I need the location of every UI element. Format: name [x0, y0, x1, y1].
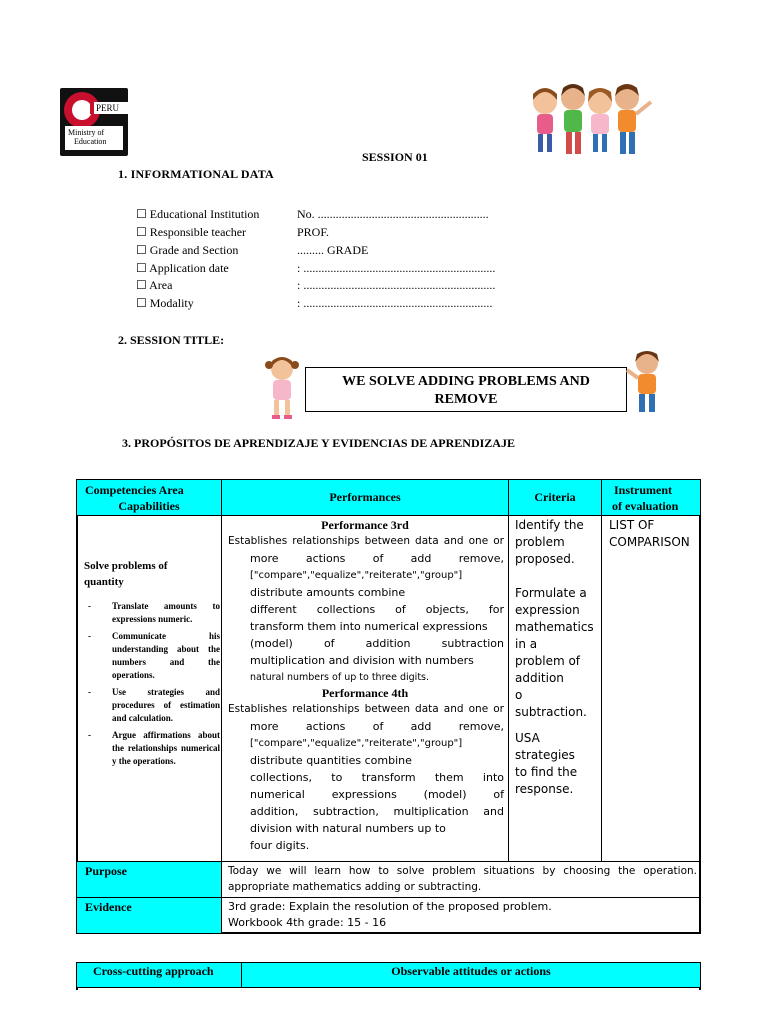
- instrument-line1: LIST OF: [609, 518, 655, 532]
- info-value-institution: No. .........................................................: [297, 207, 489, 221]
- purpose-label: Purpose: [76, 861, 222, 898]
- performance-4th-title: Performance 4th: [321, 686, 409, 700]
- info-label-teacher: ☐ Responsible teacher: [136, 225, 247, 239]
- section2-heading: 2. SESSION TITLE:: [118, 333, 225, 347]
- section1-heading: 1. INFORMATIONAL DATA: [118, 167, 274, 181]
- ministry-logo: [60, 88, 128, 156]
- girl-illustration: [262, 353, 302, 421]
- logo-country-text: PERU: [94, 102, 128, 114]
- info-value-date: : ................................................................: [297, 261, 496, 275]
- info-label-date: ☐ Application date: [136, 261, 229, 275]
- capability-item: - Communicate his understanding about the numbers and the operations.: [84, 630, 220, 682]
- capability-item: - Use strategies and procedures of estimation and calculation.: [84, 686, 220, 725]
- capability-item: - Argue affirmations about the relationships numerical y the operations.: [84, 729, 220, 768]
- criteria-cell: Identify the problem proposed. Formulate a expression mathematics in a problem of addition o subtraction. USA strategies to find the response.: [508, 515, 602, 862]
- session-title-line1: WE SOLVE ADDING PROBLEMS AND: [342, 374, 590, 389]
- info-label-grade: ☐ Grade and Section: [136, 243, 239, 257]
- info-label-modality: ☐ Modality: [136, 296, 194, 310]
- header-criteria: Criteria: [508, 479, 602, 516]
- capability-item: - Translate amounts to expressions numeric.: [84, 600, 220, 626]
- header-observable-attitudes: Observable attitudes or actions: [241, 962, 701, 988]
- info-value-grade: ......... GRADE: [297, 243, 369, 257]
- section3-heading: 3. PROPÓSITOS DE APRENDIZAJE Y EVIDENCIAS DE APRENDIZAJE: [122, 436, 515, 450]
- instrument-cell: [601, 515, 701, 862]
- competency-title: Solve problems of quantity: [84, 560, 168, 588]
- performance-3rd-text: Establishes relationships between data and one or more actions of add remove, ["compare","equalize","reiterate","group"] distribute amounts combine different collections of objects, for transform them into numerical expressions (model) of addition subtraction multiplication and division with numbers natural numbers of up to three digits.: [228, 535, 504, 683]
- header-cross-cutting: Cross-cutting approach: [76, 962, 242, 988]
- header-performances: Performances: [221, 479, 509, 516]
- performances-cell: [221, 515, 509, 862]
- boy-illustration: [625, 348, 669, 418]
- info-value-area: : ................................................................: [297, 278, 496, 292]
- info-label-area: ☐ Area: [136, 278, 173, 292]
- performance-3rd-title: Performance 3rd: [321, 518, 409, 532]
- purpose-text: Today we will learn how to solve problem situations by choosing the operation. appropriate mathematics adding or subtracting.: [221, 861, 701, 898]
- session-label: SESSION 01: [362, 150, 428, 164]
- competency-cell: [76, 515, 222, 862]
- evidence-label: Evidence: [76, 897, 222, 934]
- info-value-teacher: PROF.: [297, 225, 330, 239]
- children-group-illustration: [525, 80, 657, 160]
- session-title-box: [305, 367, 627, 412]
- session-title-line2: REMOVE: [434, 392, 498, 407]
- instrument-line2: COMPARISON: [609, 535, 690, 549]
- performance-4th-text: Establishes relationships between data and one or more actions of add remove, ["compare","equalize","reiterate","group"] distribute quantities combine collections, to transform them into numerical expressions (model) of addition, subtraction, multiplication and division with natural numbers up to four digits.: [228, 703, 504, 852]
- header-competencies: Competencies Area Capabilities: [76, 479, 222, 516]
- info-label-institution: ☐ Educational Institution: [136, 207, 260, 221]
- info-value-modality: : ...............................................................: [297, 296, 493, 310]
- logo-ministry-text: Ministry of Education: [65, 126, 123, 150]
- evidence-text: 3rd grade: Explain the resolution of the proposed problem. Workbook 4th grade: 15 - 16: [221, 897, 701, 934]
- header-instrument: Instrument of evaluation: [601, 479, 701, 516]
